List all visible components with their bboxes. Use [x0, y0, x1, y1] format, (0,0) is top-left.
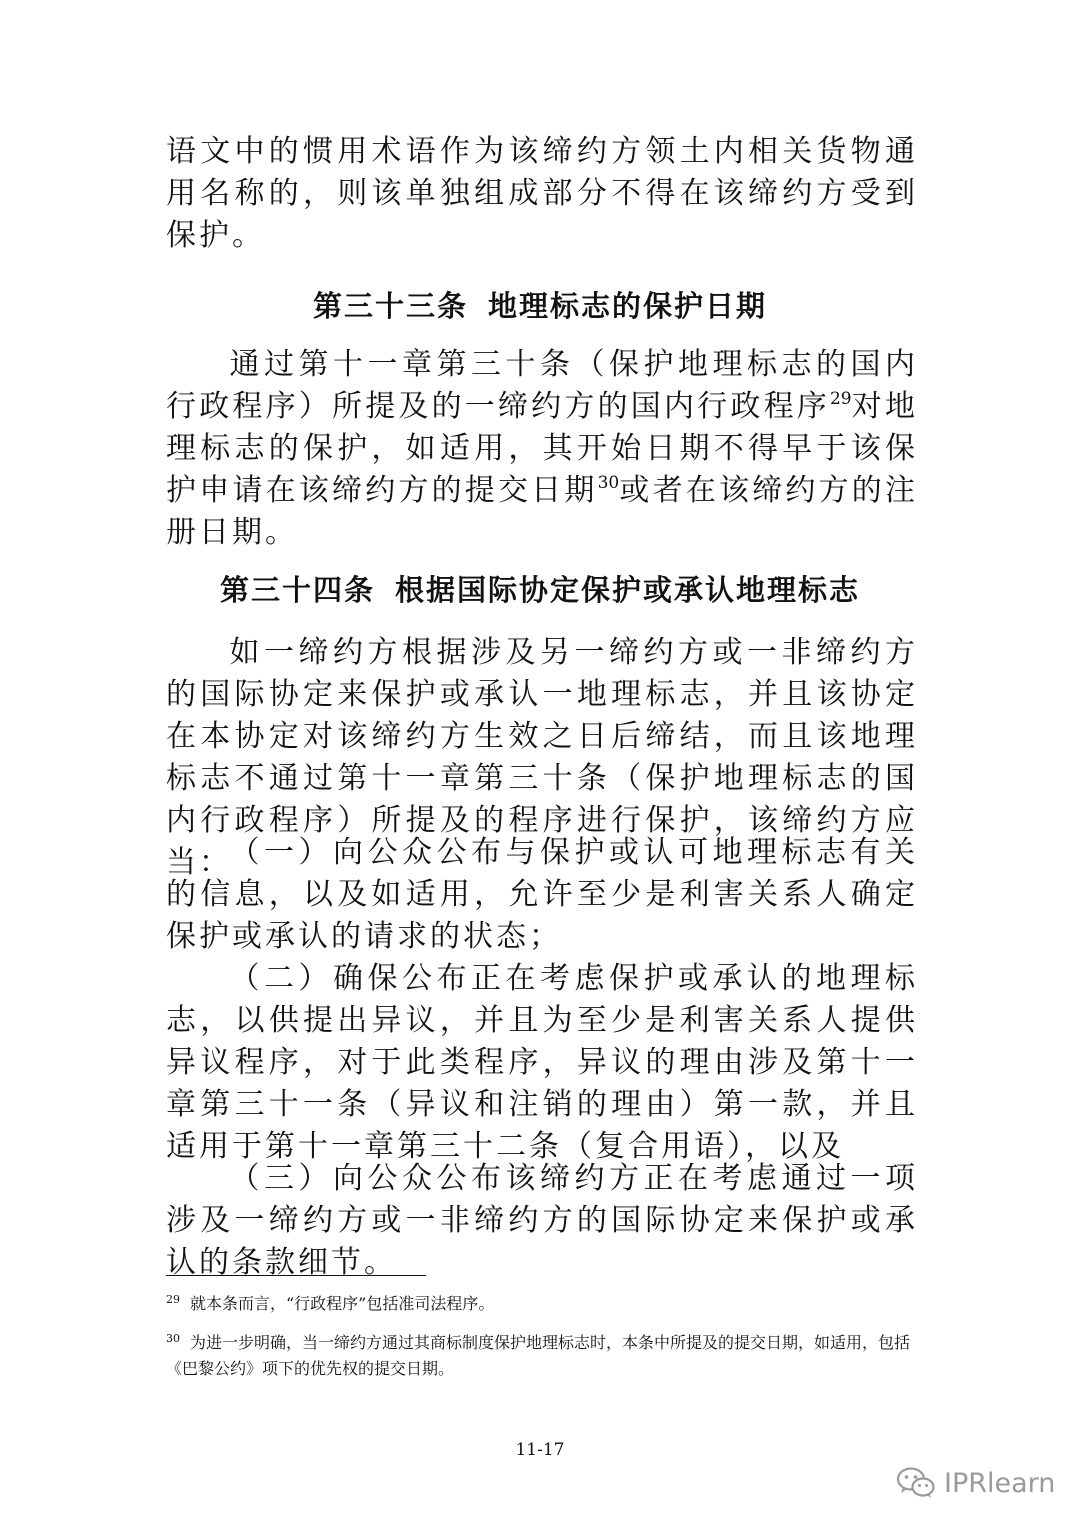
footnote-ref-29: 29: [829, 389, 852, 409]
footnote-30: $^{30}$ 为进一步明确，当一缔约方通过其商标制度保护地理标志时，本条中所提及的提交日期，如适用，包括《巴黎公约》项下的优先权的提交日期。: [166, 1332, 911, 1378]
page-number: 11-17: [515, 1440, 565, 1460]
article-34-title: 根据国际协定保护或承认地理标志: [395, 573, 861, 607]
list-item-2: （二）确保公布正在考虑保护或承认的地理标志，以供提出异议，并且为至少是利害关系人提供异议程序，对于此类程序，异议的理由涉及第十一章第三十一条（异议和注销的理由）第一款，并且适用于第十一章第三十二条（复合用语），以及: [166, 961, 918, 1164]
article-33-heading: [0, 284, 1080, 325]
article-34-heading: [0, 568, 1080, 609]
wechat-icon: [896, 1466, 936, 1500]
paragraph-continued: 语文中的惯用术语作为该缔约方领土内相关货物通用名称的，则该单独组成部分不得在该缔约方受到保护。: [166, 134, 918, 253]
list-item-3: （三）向公众公布该缔约方正在考虑通过一项涉及一缔约方或一非缔约方的国际协定来保护或承认的条款细节。: [166, 1161, 918, 1280]
list-item-1: （一）向公众公布与保护或认可地理标志有关的信息，以及如适用，允许至少是利害关系人确定保护或承认的请求的状态；: [166, 835, 918, 954]
article-34-number: 第三十四条: [219, 573, 375, 607]
watermark-text: IPRlearn: [944, 1467, 1056, 1499]
article-33-title: 地理标志的保护日期: [488, 289, 768, 323]
article-33-body: 通过第十一章第三十条（保护地理标志的国内行政程序）所提及的一缔约方的国内行政程序$^{29}$对地理标志的保护，如适用，其开始日期不得早于该保护申请在该缔约方的提交日期$^{30}$或者在该缔约方的注册日期。: [166, 347, 919, 550]
article-34-body: 如一缔约方根据涉及另一缔约方或一非缔约方的国际协定来保护或承认一地理标志，并且该协定在本协定对该缔约方生效之日后缔结，而且该地理标志不通过第十一章第三十条（保护地理标志的国内行政程序）所提及的程序进行保护，该缔约方应当：: [166, 635, 918, 880]
article-33-number: 第三十三条: [312, 289, 468, 323]
watermark: [896, 1463, 1055, 1503]
footnote-divider: [166, 1275, 426, 1276]
footnote-29: $^{29}$ 就本条而言，“行政程序”包括准司法程序。: [166, 1293, 495, 1313]
footnote-ref-30: 30: [597, 473, 620, 493]
